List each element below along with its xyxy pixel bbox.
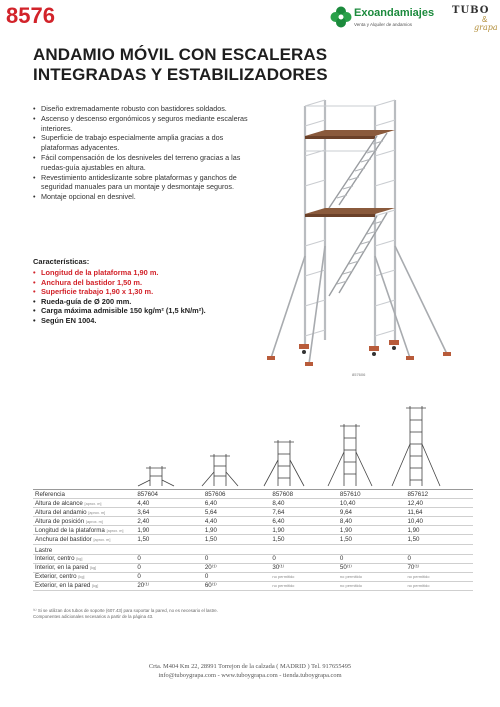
table-cell: 1,50: [270, 535, 338, 544]
feature-item: • Superficie de trabajo especialmente amplia gracias a dos plataformas adyacentes.: [33, 133, 248, 153]
table-row: [33, 535, 473, 544]
logo-tagline: Venta y Alquiler de andamios: [354, 22, 413, 27]
page-footer: [0, 662, 500, 680]
table-row: [33, 572, 473, 581]
characteristic-item: • Carga máxima admisible 150 kg/m² (1,5 kN/m²).: [33, 306, 248, 316]
table-cell: 0: [135, 563, 203, 572]
feature-list: [33, 104, 248, 202]
table-cell: 2,40: [135, 517, 203, 526]
logo-word-grapa: grapa: [474, 23, 498, 32]
table-cell: 1,90: [270, 526, 338, 535]
footer-contacts: info@tuboygrapa.com - www.tuboygrapa.com - tienda.tuboygrapa.com: [158, 672, 342, 679]
title-line-2: INTEGRADAS Y ESTABILIZADORES: [33, 65, 328, 84]
row-label: [33, 572, 135, 581]
row-label: [33, 499, 135, 508]
table-cell: 50⁽¹⁾: [338, 563, 406, 572]
table-footnote: [33, 608, 463, 620]
page-header: [0, 0, 500, 42]
row-label-text: Longitud de la plataforma: [35, 526, 105, 534]
table-cell: 6,40: [203, 499, 271, 508]
table-row: [33, 517, 473, 526]
row-unit: [aprox. m]: [85, 519, 103, 524]
table-row: [33, 563, 473, 572]
table-cell: 10,40: [405, 517, 473, 526]
table-cell: 0: [405, 554, 473, 563]
table-cell: no permitido: [405, 572, 473, 581]
table-section-row: [33, 544, 473, 554]
table-cell: 1,50: [405, 535, 473, 544]
table-cell: 60⁽¹⁾: [203, 581, 271, 590]
table-cell: no permitido: [270, 581, 338, 590]
row-label: [33, 554, 135, 563]
characteristic-item: • Anchura del bastidor 1,50 m.: [33, 278, 248, 288]
table-cell: 1,90: [405, 526, 473, 535]
table-header-cell: 857610: [338, 490, 406, 499]
table-cell: 12,40: [405, 499, 473, 508]
row-label: [33, 581, 135, 590]
table-cell: no permitido: [338, 581, 406, 590]
table-header-cell: 857604: [135, 490, 203, 499]
table-header-cell: 857608: [270, 490, 338, 499]
feature-item: • Ascenso y descenso ergonómicos y seguros mediante escaleras interiores.: [33, 114, 248, 134]
row-label: [33, 526, 135, 535]
table-header-label: Referencia: [33, 490, 135, 499]
row-unit: [kg]: [78, 575, 85, 580]
table-cell: 0: [203, 554, 271, 563]
table-cell: 8,40: [338, 517, 406, 526]
row-label: [33, 563, 135, 572]
table-row: [33, 508, 473, 517]
table-cell: 4,40: [135, 499, 203, 508]
row-label-text: Exterior, en la pared: [35, 582, 91, 590]
table-cell: 20⁽¹⁾: [203, 563, 271, 572]
table-cell: 1,90: [135, 526, 203, 535]
table-cell: 0: [135, 572, 203, 581]
table-cell: 1,50: [203, 535, 271, 544]
illustration-caption: 857606: [352, 372, 366, 377]
product-code: 8576: [6, 3, 55, 28]
characteristics-heading: Características:: [33, 257, 90, 266]
row-unit: [aprox. m]: [84, 501, 102, 506]
footnote-line: ⁽¹⁾ Si se utilizan dos tubos de soporte (607.43) para soportar la pared, no es necesario el lastre.: [33, 608, 218, 613]
scaffold-illustration: [265, 96, 455, 376]
characteristics-list: [33, 268, 248, 326]
row-unit: [kg]: [92, 584, 99, 589]
section-label: Lastre: [33, 544, 135, 554]
row-label: [33, 517, 135, 526]
table-row: [33, 554, 473, 563]
table-cell: 1,90: [203, 526, 271, 535]
thumbnail-857604: [138, 466, 174, 486]
row-unit: [kg]: [90, 566, 97, 571]
logo-ampersand: &: [482, 15, 488, 24]
table-header-cell: 857612: [405, 490, 473, 499]
row-label-text: Interior, en la pared: [35, 564, 89, 572]
row-unit: [aprox. m]: [88, 510, 106, 515]
tubo-grapa-logo: [452, 3, 496, 39]
table-cell: 1,50: [338, 535, 406, 544]
page-title: [33, 45, 328, 85]
clover-logo-icon: [330, 6, 352, 28]
row-label-text: Altura de alcance: [35, 499, 83, 507]
table-cell: 20⁽¹⁾: [135, 581, 203, 590]
row-label-text: Exterior, centro: [35, 573, 77, 581]
feature-item: • Diseño extremadamente robusto con bastidores soldados.: [33, 104, 248, 114]
feature-item: • Montaje opcional en desnivel.: [33, 192, 248, 202]
table-cell: 0: [135, 554, 203, 563]
thumbnail-857612: [392, 406, 440, 486]
logo-word-tubo: TUBO: [452, 5, 490, 16]
row-unit: [aprox. m]: [93, 538, 111, 543]
table-cell: 3,64: [135, 508, 203, 517]
table-row: [33, 581, 473, 590]
table-cell: no permitido: [405, 581, 473, 590]
row-label-text: Anchura del bastidor: [35, 536, 92, 544]
footnote-line: Componentes adicionales necesarios a partir de la página 43.: [33, 614, 154, 619]
table-cell: 70⁽¹⁾: [405, 563, 473, 572]
table-cell: no permitido: [270, 572, 338, 581]
feature-item: • Revestimiento antideslizante sobre plataformas y ganchos de seguridad manuales para un montaje y desmontaje seguros.: [33, 173, 248, 193]
logo-name: Exoandamiajes: [354, 7, 435, 19]
table-cell: 6,40: [270, 517, 338, 526]
feature-item: • Fácil compensación de los desniveles del terreno gracias a las ruedas-guía ajustables en altura.: [33, 153, 248, 173]
table-cell: 0: [270, 554, 338, 563]
footer-address: Crta. M404 Km 22, 28991 Torrejon de la calzada ( MADRID ) Tel. 917655495: [148, 663, 352, 670]
table-row: [33, 526, 473, 535]
table-header-cell: 857606: [203, 490, 271, 499]
characteristic-item: • Superficie trabajo 1,90 x 1,30 m.: [33, 287, 248, 297]
table-cell: 11,64: [405, 508, 473, 517]
characteristic-item: • Rueda-guía de Ø 200 mm.: [33, 297, 248, 307]
row-label-text: Interior, centro: [35, 555, 75, 563]
table-cell: 1,90: [338, 526, 406, 535]
characteristic-item: • Según EN 1004.: [33, 316, 248, 326]
table-cell: 7,64: [270, 508, 338, 517]
row-unit: [kg]: [76, 557, 83, 562]
characteristic-item: • Longitud de la plataforma 1,90 m.: [33, 268, 248, 278]
table-row: [33, 499, 473, 508]
table-cell: 0: [203, 572, 271, 581]
table-cell: no permitido: [338, 572, 406, 581]
exoandamiajes-logo: [330, 3, 448, 37]
title-line-1: ANDAMIO MÓVIL CON ESCALERAS: [33, 45, 328, 64]
table-cell: 0: [338, 554, 406, 563]
scaffold-size-thumbnails: [132, 400, 472, 488]
table-cell: 5,64: [203, 508, 271, 517]
table-cell: 10,40: [338, 499, 406, 508]
row-unit: [aprox. m]: [106, 528, 124, 533]
table-cell: 30⁽¹⁾: [270, 563, 338, 572]
row-label: [33, 508, 135, 517]
table-cell: 4,40: [203, 517, 271, 526]
thumbnail-857606: [202, 454, 238, 486]
thumbnail-857610: [328, 424, 372, 486]
table-cell: 9,64: [338, 508, 406, 517]
table-cell: 1,50: [135, 535, 203, 544]
thumbnail-857608: [264, 440, 304, 486]
row-label-text: Altura de posición: [35, 517, 85, 525]
specification-table: [33, 489, 473, 591]
row-label: [33, 535, 135, 544]
table-cell: 8,40: [270, 499, 338, 508]
table-header-row: [33, 490, 473, 499]
row-label-text: Altura del andamio: [35, 508, 87, 516]
